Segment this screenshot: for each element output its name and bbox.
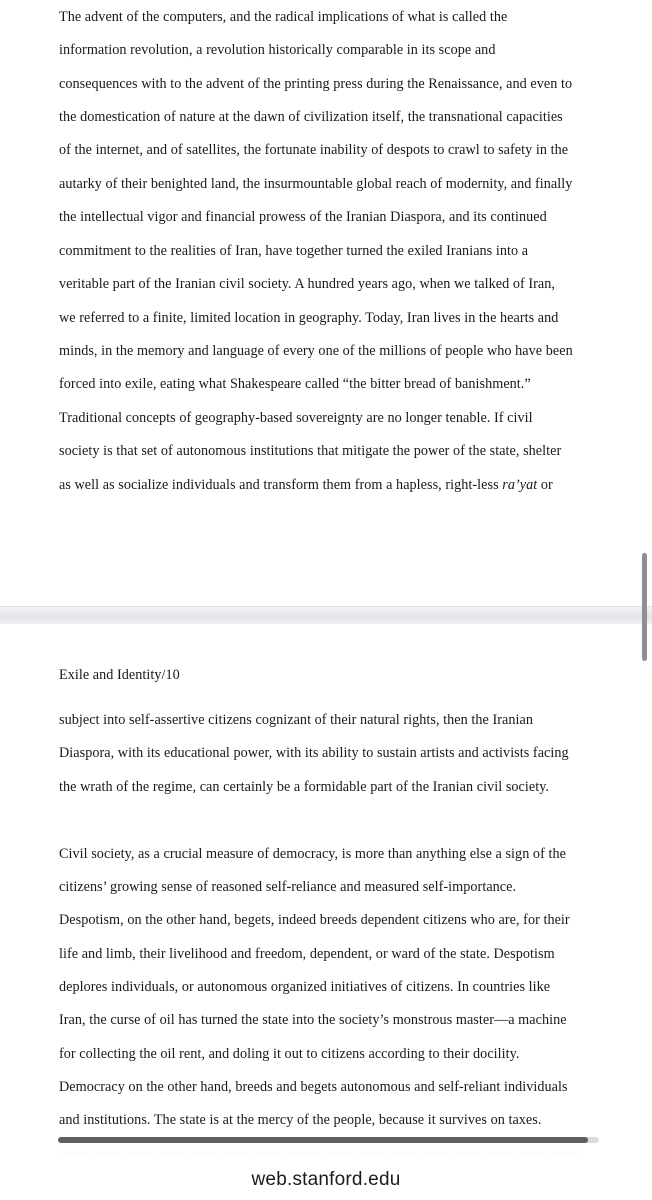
- body-text-line: deplores individuals, or autonomous organized initiatives of citizens. In countries like: [59, 979, 551, 995]
- document-page-10: [0, 624, 652, 1150]
- vertical-scrollbar[interactable]: [642, 553, 647, 661]
- body-text-line: minds, in the memory and language of every one of the millions of people who have been: [59, 343, 573, 359]
- url-text[interactable]: web.stanford.edu: [251, 1169, 401, 1190]
- body-text-line: autarky of their benighted land, the insurmountable global reach of modernity, and finally: [59, 176, 573, 192]
- body-text-line: the domestication of nature at the dawn of civilization itself, the transnational capacities: [59, 109, 563, 125]
- body-text-line: the wrath of the regime, can certainly be a formidable part of the Iranian civil society.: [59, 779, 550, 795]
- body-text-line: the intellectual vigor and financial prowess of the Iranian Diaspora, and its continued: [59, 209, 547, 225]
- body-text-line: information revolution, a revolution historically comparable in its scope and: [59, 42, 496, 58]
- body-text-line: of the internet, and of satellites, the fortunate inability of despots to crawl to safety in the: [59, 142, 569, 158]
- browser-address-bar[interactable]: [0, 1150, 652, 1200]
- progress-fill: [58, 1137, 588, 1143]
- body-text-line: society is that set of autonomous institutions that mitigate the power of the state, shelter: [59, 443, 562, 459]
- italic-term: ra’yat: [502, 477, 538, 493]
- body-text-line: for collecting the oil rent, and doling it out to citizens according to their docility.: [59, 1046, 520, 1062]
- body-text-line: subject into self-assertive citizens cognizant of their natural rights, then the Iranian: [59, 712, 533, 728]
- body-text-line: Despotism, on the other hand, begets, indeed breeds dependent citizens who are, for their: [59, 912, 570, 928]
- body-text-line: Civil society, as a crucial measure of democracy, is more than anything else a sign of the: [59, 846, 566, 862]
- body-text-line: and institutions. The state is at the mercy of the people, because it survives on taxes.: [59, 1112, 542, 1128]
- body-text-line: Democracy on the other hand, breeds and begets autonomous and self-reliant individuals: [59, 1079, 568, 1095]
- body-text-line: consequences with to the advent of the printing press during the Renaissance, and even to: [59, 76, 573, 92]
- page-load-progress-bar: [58, 1137, 599, 1143]
- body-text-line: The advent of the computers, and the radical implications of what is called the: [59, 9, 508, 25]
- body-text-line: veritable part of the Iranian civil society. A hundred years ago, when we talked of Iran,: [59, 276, 555, 292]
- body-text-line: Diaspora, with its educational power, with its ability to sustain artists and activists facing: [59, 745, 569, 761]
- body-text-line: Traditional concepts of geography-based sovereignty are no longer tenable. If civil: [59, 410, 533, 426]
- text-fragment: or: [537, 477, 553, 493]
- body-text-line-with-italic: [59, 476, 553, 494]
- body-text-line: we referred to a finite, limited location in geography. Today, Iran lives in the hearts and: [59, 310, 559, 326]
- body-text-line: forced into exile, eating what Shakespeare called “the bitter bread of banishment.”: [59, 376, 531, 392]
- text-fragment: as well as socialize individuals and transform them from a hapless, right-less: [59, 477, 503, 493]
- body-text-line: citizens’ growing sense of reasoned self-reliance and measured self-importance.: [59, 879, 517, 895]
- body-text-line: commitment to the realities of Iran, have together turned the exiled Iranians into a: [59, 243, 529, 259]
- body-text-line: life and limb, their livelihood and freedom, dependent, or ward of the state. Despotism: [59, 946, 555, 962]
- body-text-line: Iran, the curse of oil has turned the state into the society’s monstrous master—a machine: [59, 1012, 567, 1028]
- running-header: Exile and Identity/10: [59, 667, 180, 683]
